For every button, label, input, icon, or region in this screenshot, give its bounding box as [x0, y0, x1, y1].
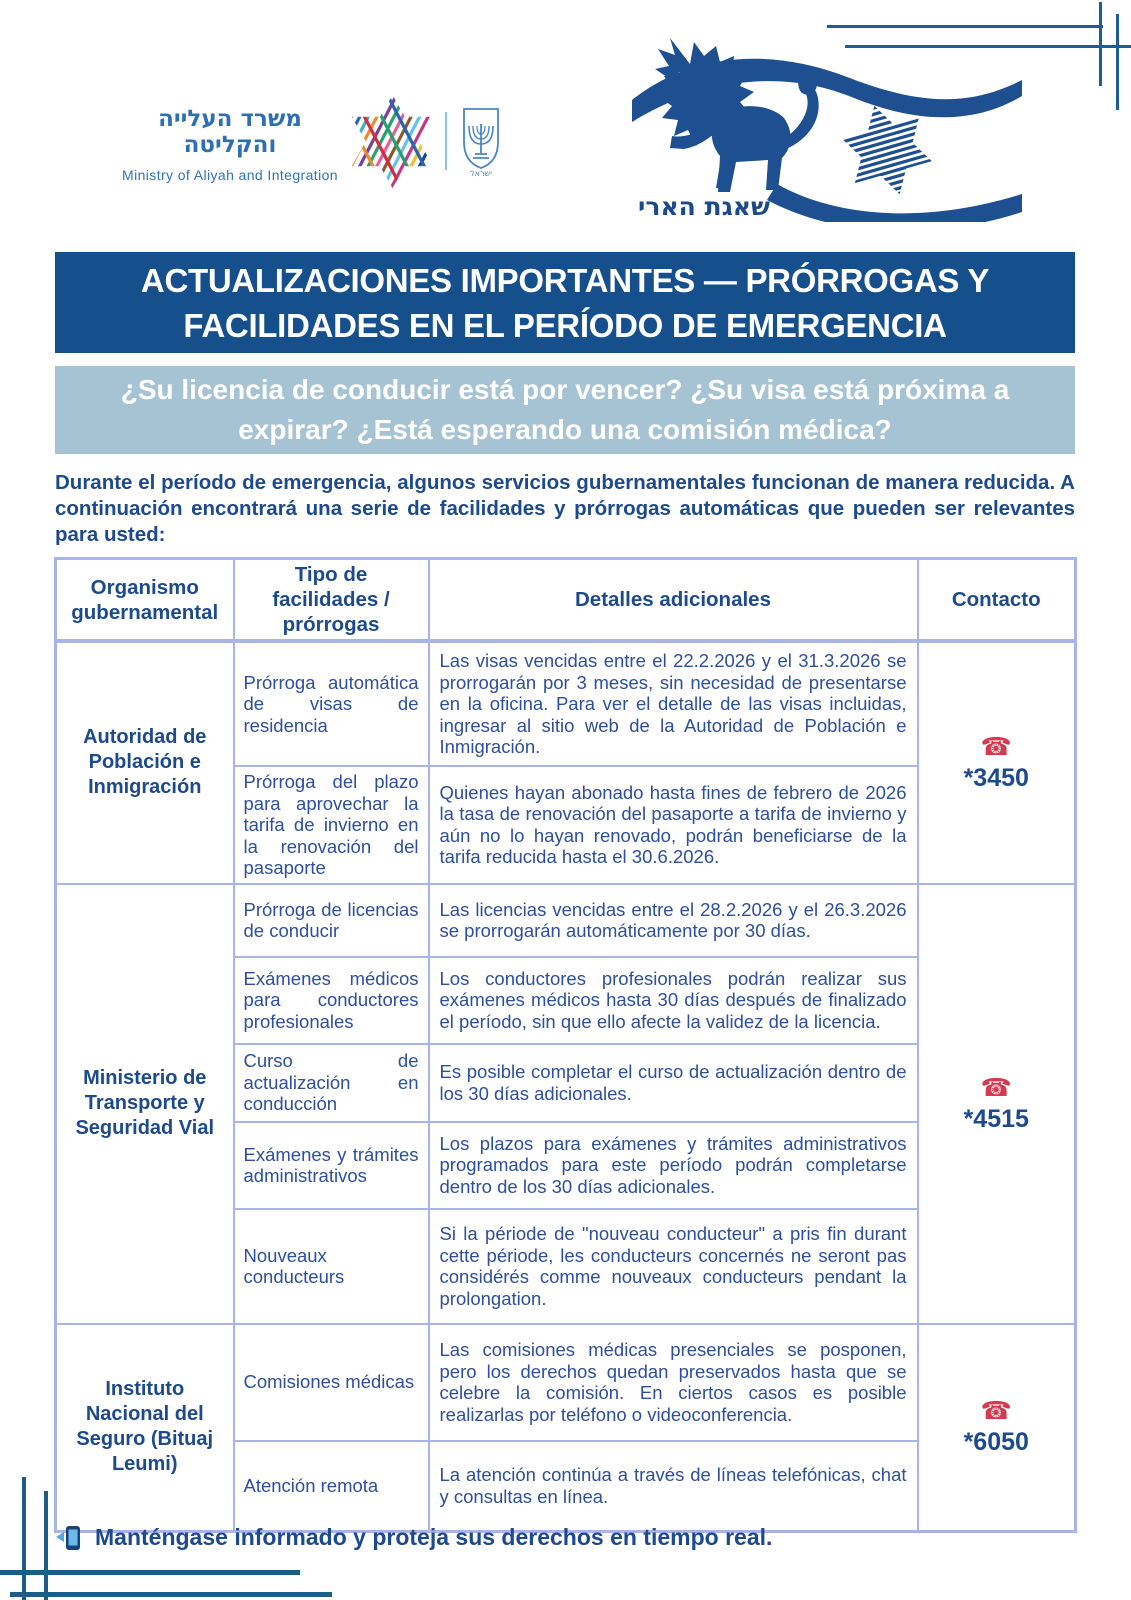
facility-type: Curso de actualización en conducción — [234, 1044, 429, 1122]
svg-text:ישראל: ישראל — [470, 169, 492, 178]
decor-line-bottom-v1 — [22, 1477, 26, 1600]
title-banner — [55, 252, 1075, 353]
facility-type: Atención remota — [234, 1441, 429, 1532]
page-title: ACTUALIZACIONES IMPORTANTES — PRÓRROGAS Y FACILIDADES EN EL PERÍODO DE EMERGENCIA — [140, 261, 990, 344]
facility-details: Las comisiones médicas presenciales se posponen, pero los derechos quedan preservados hasta que se celebre la comisión. En ciertos casos es posible realizarlas por teléfono o videoconferencia. — [429, 1324, 918, 1441]
contact-number: *6050 — [963, 1428, 1029, 1457]
subtitle-banner — [55, 366, 1075, 454]
decor-line-top-h1 — [827, 25, 1103, 28]
org-name: Instituto Nacional del Seguro (Bituaj Leumi) — [56, 1324, 234, 1532]
ministry-logo — [108, 106, 352, 183]
facility-details: Los plazos para exámenes y trámites administrativos programados para este período podrán completarse dentro de los 30 días adicionales. — [429, 1122, 918, 1209]
ministry-name-english: Ministry of Aliyah and Integration — [122, 167, 338, 183]
table-row — [56, 1324, 1076, 1441]
decor-line-bottom-h2 — [10, 1592, 332, 1597]
org-name: Ministerio de Transporte y Seguridad Vial — [56, 884, 234, 1324]
phone-icon: ☎ — [980, 731, 1012, 761]
decor-line-top-v1 — [1099, 2, 1102, 86]
facility-type: Prórroga automática de visas de residencia — [234, 641, 429, 766]
contact-number: *3450 — [963, 763, 1029, 792]
facility-details: Las visas vencidas entre el 22.2.2026 y el 31.3.2026 se prorrogarán por 3 meses, sin necesidad de presentarse en la oficina. Para ver el detalle de las visas incluidas, ingresar al sitio web de la Autoridad de Población e Inmigración. — [429, 641, 918, 766]
lion-caption-hebrew: שאגת הארי — [638, 192, 770, 221]
org-name: Autoridad de Población e Inmigración — [56, 641, 234, 884]
ministry-name-hebrew: משרד העלייה והקליטה — [158, 106, 302, 158]
facility-type: Nouveaux conducteurs — [234, 1209, 429, 1324]
footer — [55, 1524, 772, 1551]
flag-wave-bottom — [767, 184, 1022, 222]
facility-type: Exámenes y trámites administrativos — [234, 1122, 429, 1209]
table-header-row — [56, 559, 1076, 642]
table-row — [56, 641, 1076, 766]
facility-type: Prórroga de licencias de conducir — [234, 884, 429, 957]
header-detalles: Detalles adicionales — [429, 559, 918, 642]
decor-line-bottom-h1 — [0, 1570, 300, 1575]
smartphone-icon — [55, 1526, 83, 1550]
footer-message: Manténgase informado y proteja sus derechos en tiempo real. — [95, 1524, 773, 1550]
facilities-table — [54, 557, 1077, 1533]
facility-details: Los conductores profesionales podrán realizar sus exámenes médicos hasta 30 días después de finalizado el período, sin que ello afecte la validez de la licencia. — [429, 957, 918, 1044]
intro-paragraph: Durante el período de emergencia, algunos servicios gubernamentales funcionan de manera reducida. A continuación encontrará una serie de facilidades y prórrogas automáticas que pueden ser relevantes para usted: — [55, 471, 1075, 546]
facility-type: Prórroga del plazo para aprovechar la tarifa de invierno en la renovación del pasaporte — [234, 766, 429, 884]
facility-details: Es posible completar el curso de actualización dentro de los 30 días adicionales. — [429, 1044, 918, 1122]
facility-details: Quienes hayan abonado hasta fines de febrero de 2026 la tasa de renovación del pasaporte a tarifa de invierno y aún no lo hayan renovado, podrán beneficiarse de la tarifa reducida hasta el 30.6.2026. — [429, 766, 918, 884]
facility-details: Las licencias vencidas entre el 28.2.2026 y el 26.3.2026 se prorrogarán automáticamente por 30 días. — [429, 884, 918, 957]
phone-icon: ☎ — [980, 1072, 1012, 1102]
contact-number: *4515 — [963, 1104, 1029, 1133]
table-row — [56, 884, 1076, 957]
facility-type: Exámenes médicos para conductores profesionales — [234, 957, 429, 1044]
facility-type: Comisiones médicas — [234, 1324, 429, 1441]
header-tipo: Tipo de facilidades / prórrogas — [234, 559, 429, 642]
ministry-star-icon — [345, 94, 440, 189]
header-organismo: Organismo gubernamental — [56, 559, 234, 642]
header-contacto: Contacto — [918, 559, 1076, 642]
facility-details: Si la période de "nouveau conducteur" a pris fin durant cette période, les conducteurs concernés ne seront pas considérés comme nouveaux conducteurs pendant la prolongation. — [429, 1209, 918, 1324]
contact-cell — [918, 641, 1076, 884]
logo-divider — [445, 112, 447, 170]
phone-icon: ☎ — [980, 1396, 1012, 1426]
facility-details: La atención continúa a través de líneas telefónicas, chat y consultas en línea. — [429, 1441, 918, 1532]
page-subtitle: ¿Su licencia de conducir está por vencer? ¿Su visa está próxima a expirar? ¿Está esperando una comisión médica? — [120, 374, 1010, 445]
decor-line-top-h2 — [845, 45, 1131, 48]
israel-emblem-icon — [458, 106, 504, 178]
contact-cell — [918, 884, 1076, 1324]
decor-line-top-v2 — [1116, 14, 1119, 110]
contact-cell — [918, 1324, 1076, 1532]
decor-line-bottom-v2 — [44, 1491, 48, 1600]
